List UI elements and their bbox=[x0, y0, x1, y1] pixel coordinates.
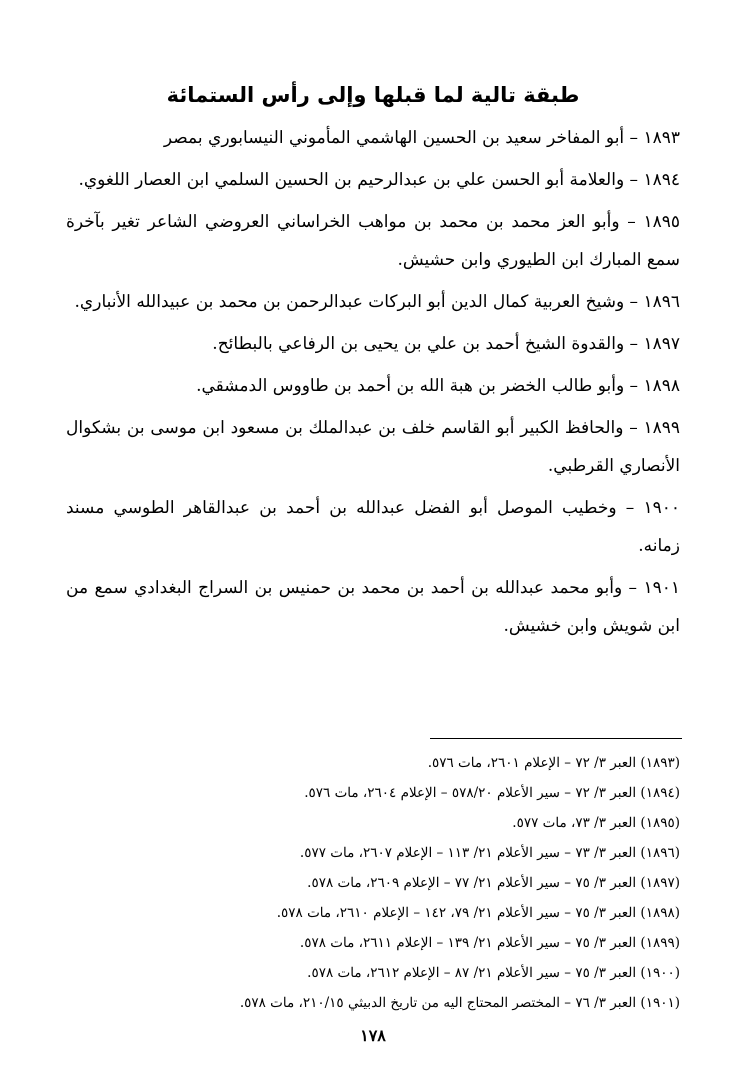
footnote-1899: (١٨٩٩) العبر ٣/ ٧٥ – سير الأعلام ٢١/ ١٣٩ – الإعلام ٢٦١١، مات ٥٧٨. bbox=[299, 935, 680, 951]
footnote-1901: (١٩٠١) العبر ٣/ ٧٦ – المختصر المحتاج اليه من تاريخ الدبيثي ٢١٠/١٥، مات ٥٧٨. bbox=[239, 995, 680, 1011]
entry-1900: ١٩٠٠ – وخطيب الموصل أبو الفضل عبدالله بن أحمد بن عبدالقاهر الطوسي مسند زمانه. bbox=[66, 498, 680, 556]
footnote-1895: (١٨٩٥) العبر ٣/ ٧٣، مات ٥٧٧. bbox=[512, 815, 680, 831]
footnote-1896: (١٨٩٦) العبر ٣/ ٧٣ – سير الأعلام ٢١/ ١١٣ – الإعلام ٢٦٠٧، مات ٥٧٧. bbox=[299, 845, 680, 861]
entry-1895: ١٨٩٥ – وأبو العز محمد بن محمد بن مواهب الخراساني العروضي الشاعر تغير بآخرة سمع المبارك ابن الطيوري وابن حشيش. bbox=[66, 212, 680, 270]
footnote-1897: (١٨٩٧) العبر ٣/ ٧٥ – سير الأعلام ٢١/ ٧٧ – الإعلام ٢٦٠٩، مات ٥٧٨. bbox=[307, 875, 680, 891]
entry-1893: ١٨٩٣ – أبو المفاخر سعيد بن الحسين الهاشمي المأموني النيسابوري بمصر bbox=[163, 128, 680, 148]
footnotes bbox=[66, 748, 680, 1018]
entry-1897: ١٨٩٧ – والقدوة الشيخ أحمد بن علي بن يحيى بن الرفاعي بالبطائح. bbox=[212, 334, 680, 354]
entry-1896: ١٨٩٦ – وشيخ العربية كمال الدين أبو البركات عبدالرحمن بن محمد بن عبيدالله الأنباري. bbox=[74, 292, 680, 312]
entry-1899: ١٨٩٩ – والحافظ الكبير أبو القاسم خلف بن عبدالملك بن مسعود ابن موسى بن بشكوال الأنصاري القرطبي. bbox=[66, 418, 680, 476]
page-number: ١٧٨ bbox=[360, 1026, 386, 1045]
footnote-1898: (١٨٩٨) العبر ٣/ ٧٥ – سير الأعلام ٢١/ ٧٩، ١٤٢ – الإعلام ٢٦١٠، مات ٥٧٨. bbox=[276, 905, 680, 921]
biography-entries bbox=[66, 119, 680, 649]
entry-1894: ١٨٩٤ – والعلامة أبو الحسن علي بن عبدالرحيم بن الحسين السلمي ابن العصار اللغوي. bbox=[78, 170, 680, 190]
footnote-1893: (١٨٩٣) العبر ٣/ ٧٢ – الإعلام ٢٦٠١، مات ٥٧٦. bbox=[427, 755, 680, 771]
entry-1898: ١٨٩٨ – وأبو طالب الخضر بن هبة الله بن أحمد بن طاووس الدمشقي. bbox=[196, 376, 680, 396]
footnote-1894: (١٨٩٤) العبر ٣/ ٧٢ – سير الأعلام ٥٧٨/٢٠ – الإعلام ٢٦٠٤، مات ٥٧٦. bbox=[304, 785, 680, 801]
entry-1901: ١٩٠١ – وأبو محمد عبدالله بن أحمد بن محمد بن حمنيس بن السراج البغدادي سمع من ابن شويش وابن خشيش. bbox=[66, 578, 680, 636]
footnote-divider bbox=[430, 738, 682, 739]
footnote-1900: (١٩٠٠) العبر ٣/ ٧٥ – سير الأعلام ٢١/ ٨٧ – الإعلام ٢٦١٢، مات ٥٧٨. bbox=[307, 965, 680, 981]
page-title: طبقة تالية لما قبلها وإلى رأس الستمائة bbox=[166, 83, 580, 107]
